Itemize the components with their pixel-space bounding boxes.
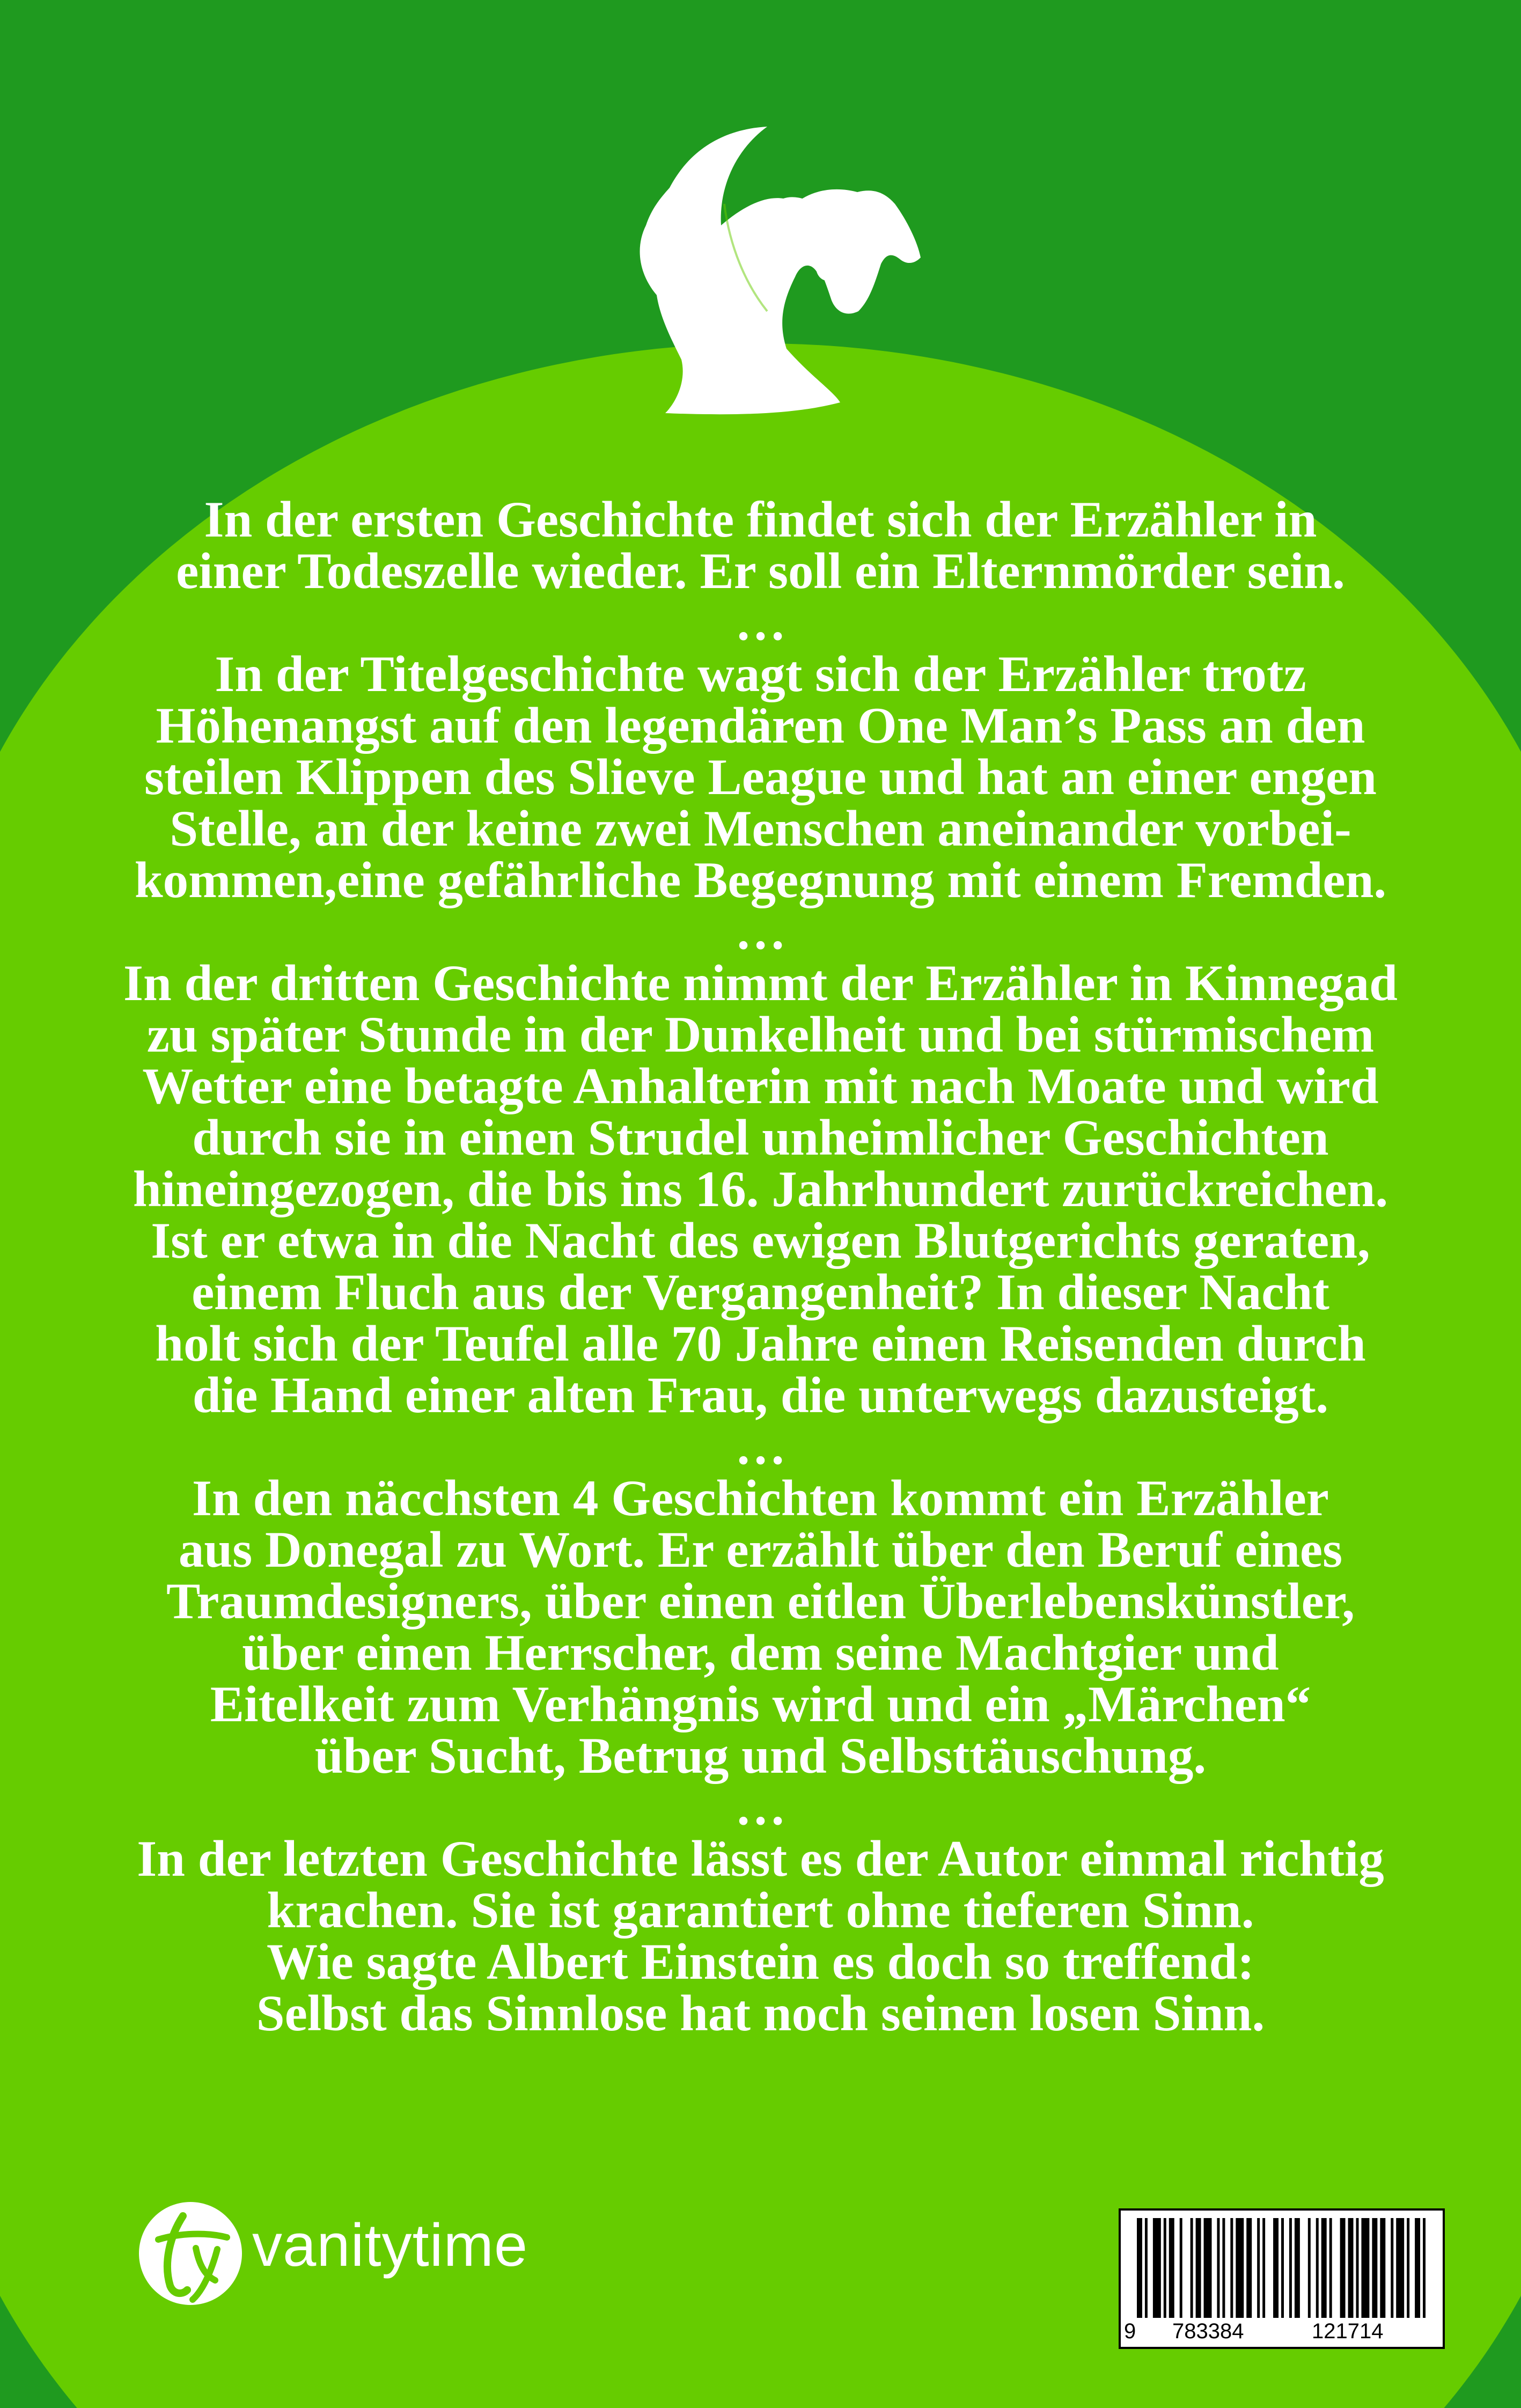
- blurb-line: krachen. Sie ist garantiert ohne tieferen Sinn.: [267, 1882, 1254, 1939]
- blurb-line: zu später Stunde in der Dunkelheit und bei stürmischem: [146, 1006, 1375, 1063]
- blurb-line: In der dritten Geschichte nimmt der Erzähler in Kinnegad: [123, 955, 1398, 1011]
- blurb-line: Traumdesigners, über einen eitlen Überlebenskünstler,: [166, 1573, 1355, 1629]
- blurb-line: aus Donegal zu Wort. Er erzählt über den Beruf eines: [178, 1521, 1343, 1578]
- blurb-line: Wetter eine betagte Anhalterin mit nach Moate und wird: [142, 1058, 1379, 1114]
- blurb-line: kommen,eine gefährliche Begegnung mit einem Fremden.: [134, 851, 1387, 908]
- blurb-line: In den näcchsten 4 Geschichten kommt ein Erzähler: [192, 1470, 1329, 1526]
- blurb-line: durch sie in einen Strudel unheimlicher Geschichten: [192, 1109, 1329, 1166]
- blurb-line: holt sich der Teufel alle 70 Jahre einen Reisenden durch: [155, 1315, 1366, 1372]
- isbn-digit-group: 121714: [1312, 2319, 1384, 2343]
- blurb-text: [64, 491, 1457, 2042]
- blurb-line: über einen Herrscher, dem seine Machtgier und: [242, 1624, 1279, 1681]
- barcode-icon: [1137, 2218, 1431, 2318]
- blurb-line: …: [735, 1418, 786, 1475]
- blurb-line: Eitelkeit zum Verhängnis wird und ein „Märchen“: [210, 1676, 1311, 1732]
- blurb-line: einer Todeszelle wieder. Er soll ein Elternmörder sein.: [176, 542, 1345, 599]
- blurb-line: Ist er etwa in die Nacht des ewigen Blutgerichts geraten,: [151, 1212, 1370, 1269]
- blurb-line: die Hand einer alten Frau, die unterwegs dazusteigt.: [192, 1367, 1329, 1423]
- blurb-line: Wie sagte Albert Einstein es doch so treffend:: [267, 1933, 1254, 1990]
- blurb-line: In der Titelgeschichte wagt sich der Erzähler trotz: [215, 645, 1306, 702]
- blurb-line: In der letzten Geschichte lässt es der Autor einmal richtig: [137, 1830, 1384, 1887]
- blurb-line: steilen Klippen des Slieve League und hat an einer engen: [144, 748, 1377, 805]
- blurb-line: In der ersten Geschichte findet sich der Erzähler in: [204, 491, 1317, 548]
- blurb-line: …: [735, 903, 786, 960]
- blurb-line: Selbst das Sinnlose hat noch seinen losen Sinn.: [256, 1985, 1265, 2042]
- blurb-line: Höhenangst auf den legendären One Man’s Pass an den: [156, 697, 1365, 754]
- blurb-line: hineingezogen, die bis ins 16. Jahrhundert zurückreichen.: [133, 1161, 1388, 1217]
- blurb-line: Stelle, an der keine zwei Menschen aneinander vorbei-: [170, 800, 1351, 857]
- blurb-line: …: [735, 1779, 786, 1836]
- publisher-logo: [137, 2200, 620, 2312]
- vanitytime-logo-icon: [137, 2200, 244, 2307]
- isbn-digit-group: 783384: [1172, 2319, 1244, 2343]
- publisher-name: vanitytime: [252, 2212, 528, 2279]
- blurb-line: über Sucht, Betrug und Selbsttäuschung.: [314, 1727, 1207, 1784]
- blurb-line: …: [735, 594, 786, 651]
- isbn-digit-group: 9: [1124, 2319, 1136, 2343]
- isbn-barcode: [1119, 2208, 1445, 2349]
- blurb-line: einem Fluch aus der Vergangenheit? In dieser Nacht: [192, 1264, 1329, 1320]
- pegasus-icon: [606, 123, 928, 435]
